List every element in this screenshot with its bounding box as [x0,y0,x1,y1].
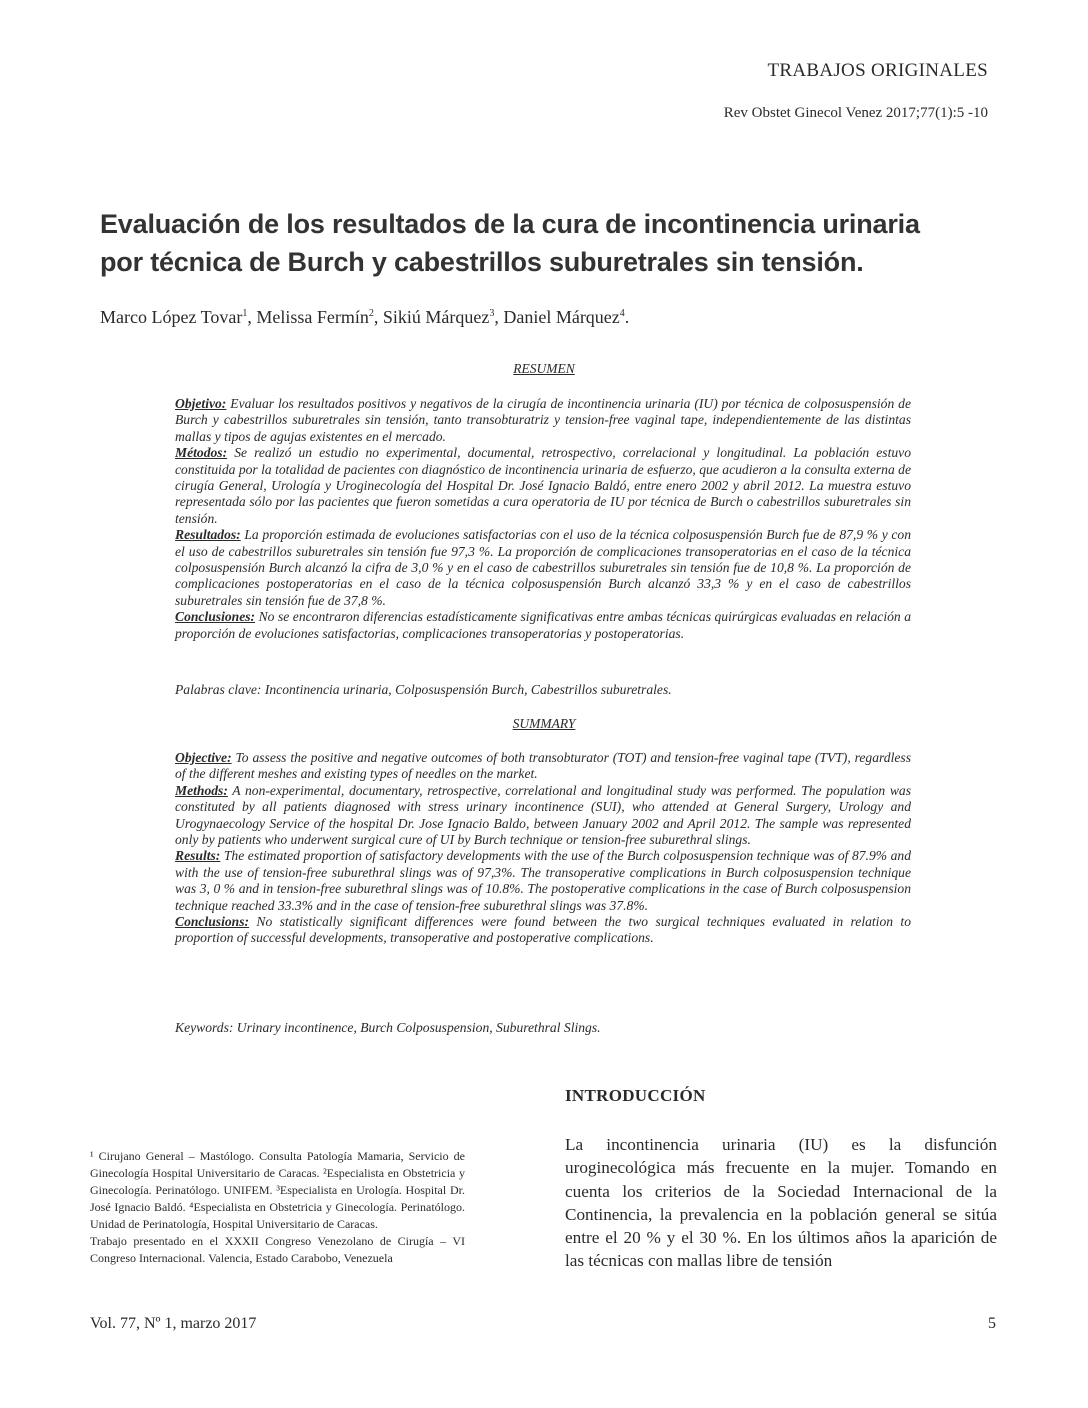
author-affiliation-marker: 2 [368,308,374,319]
section-text: A non-experimental, documentary, retrospective, correlational and longitudinal study was performed. The population was constituted by all patients diagnosed with stress urinary incontinence (SUI), who attended at General Surgery, Urology and Urogynaecology Service of the hospital Dr. Jose Ignacio Baldo, between January 2002 and April 2012. The sample was represented only by patients who underwent surgical cure of UI by Burch technique or tension-free suburethral slings. [175,782,911,848]
section-text: La proporción estimada de evoluciones satisfactorias con el uso de la técnica colposuspensión Burch fue de 87,9 % y con el uso de cabestrillos suburetrales sin tensión fue 97,3 %. La proporción de complicaciones transoperatorias en el caso de la técnica colposuspensión Burch alcanzó la cifra de 3,0 % y en el caso de cabestrillos suburetrales sin tensión fue de 10,8 %. La proporción de complicaciones postoperatorias en el caso de la técnica colposuspensión Burch alcanzó 33,3 % y en el caso de cabestrillos suburetrales sin tensión fue de 37,8 %. [175,527,911,608]
section-label: Objetivo: [175,396,227,411]
section-label: Methods: [175,782,228,798]
author-name: Sikiú Márquez [382,307,490,327]
summary-conclusions [175,914,911,947]
author-separator: , [373,307,383,327]
author-separator: , [247,307,257,327]
section-label: Conclusiones: [175,609,256,625]
author-name: Marco López Tovar [100,307,243,327]
section-label: TRABAJOS ORIGINALES [767,60,988,81]
summary-objective [175,750,911,783]
section-label: Results: [175,848,221,864]
author-separator: , [494,307,504,327]
section-label: Conclusions: [175,914,250,930]
section-text: Se realizó un estudio no experimental, documental, retrospectivo, correlacional y longitudinal. La población estuvo constituida por la totalidad de pacientes con diagnóstico de incontinencia urinaria de esfuerzo, que acudieron a la consulta externa de cirugía General, Urología y Uroginecología del Hospital Dr. José Ignacio Baldó, entre enero 2002 y abril 2012. La muestra estuvo representada sólo por las pacientes que fueron sometidas a cura operatoria de IU por técnica de Burch o cabestrillos suburetrales sin tensión. [175,445,911,526]
author-name: Daniel Márquez [503,307,620,327]
section-label: Métodos: [175,445,228,461]
section-text: No statistically significant differences were found between the two surgical techniques evaluated in relation to proportion of successful developments, transoperative and postoperative complications. [175,914,911,946]
article-title [100,205,990,281]
summary-methods [175,783,911,849]
title-line-1: Evaluación de los resultados de la cura de incontinencia urinaria [100,209,920,239]
resumen-heading: RESUMEN [513,361,575,376]
page-number: 5 [988,1315,996,1332]
palabras-clave: Palabras clave: Incontinencia urinaria, Colposuspensión Burch, Cabestrillos suburetrales. [175,682,672,697]
author-name: Melissa Fermín [256,307,369,327]
section-label: Objective: [175,750,232,765]
title-line-2: por técnica de Burch y cabestrillos suburetrales sin tensión. [100,247,864,277]
keywords: Keywords: Urinary incontinence, Burch Colposuspension, Suburethral Slings. [175,1020,601,1035]
footnote-affiliations: ¹ Cirujano General – Mastólogo. Consulta Patología Mamaria, Servicio de Ginecología Hospital Universitario de Caracas. ²Especialista en Obstetricia y Ginecología. Perinatólogo. UNIFEM. ³Especialista en Urología. Hospital Dr. José Ignacio Baldó. ⁴Especialista en Obstetricia y Ginecología. Perinatólogo. Unidad de Perinatología, Hospital Universitario de Caracas. [90,1149,465,1231]
author-affiliation-marker: 1 [242,308,248,319]
section-text: No se encontraron diferencias estadísticamente significativas entre ambas técnicas quirúrgicas evaluadas en relación a proporción de evoluciones satisfactorias, complicaciones transoperatorias y postoperatorias. [175,609,911,641]
section-text: Evaluar los resultados positivos y negativos de la cirugía de incontinencia urinaria (IU) por técnica de colposuspensión de Burch y cabestrillos suburetrales sin tensión, tanto transobturatriz y tension-free vaginal tape, independientemente de las distintas mallas y tipos de agujas existentes en el mercado. [175,396,911,444]
introduccion-heading: INTRODUCCIÓN [565,1086,706,1105]
summary-heading: SUMMARY [512,716,576,731]
summary-abstract [175,750,911,947]
footnote-presented: Trabajo presentado en el XXXII Congreso Venezolano de Cirugía – VI Congreso Internacional. Valencia, Estado Carabobo, Venezuela [90,1234,465,1265]
author-separator: . [624,307,630,327]
resumen-resultados [175,527,911,609]
section-text: To assess the positive and negative outcomes of both transobturator (TOT) and tension-free vaginal tape (TVT), regardless of the different meshes and existing types of needles on the market. [175,750,911,782]
journal-citation: Rev Obstet Ginecol Venez 2017;77(1):5 -10 [723,105,988,121]
author-affiliation-marker: 3 [489,308,495,319]
footnotes [90,1148,465,1267]
resumen-metodos [175,445,911,527]
resumen-abstract [175,396,911,642]
author-affiliation-marker: 4 [619,308,625,319]
resumen-conclusiones [175,609,911,642]
resumen-objetivo [175,396,911,445]
author-list [100,307,629,328]
summary-results [175,848,911,914]
section-label: Resultados: [175,527,241,543]
section-text: The estimated proportion of satisfactory developments with the use of the Burch colposuspension technique was of 87.9% and with the use of tension-free suburethral slings was of 97,3%. The transoperative complications in Burch colposuspension technique was 3, 0 % and in tension-free suburethral slings was of 10.8%. The postoperative complications in the case of Burch colposuspension technique reached 33.3% and in the case of tension-free suburethral slings was 37.8%. [175,848,911,913]
introduccion-text: La incontinencia urinaria (IU) es la disfunción uroginecológica más frecuente en la mujer. Tomando en cuenta los criterios de la Sociedad Internacional de la Continencia, la prevalencia en la población general se sitúa entre el 20 % y el 30 %. En los últimos años la aparición de las técnicas con mallas libre de tensión [565,1135,997,1271]
footer-volume: Vol. 77, Nº 1, marzo 2017 [90,1315,257,1332]
